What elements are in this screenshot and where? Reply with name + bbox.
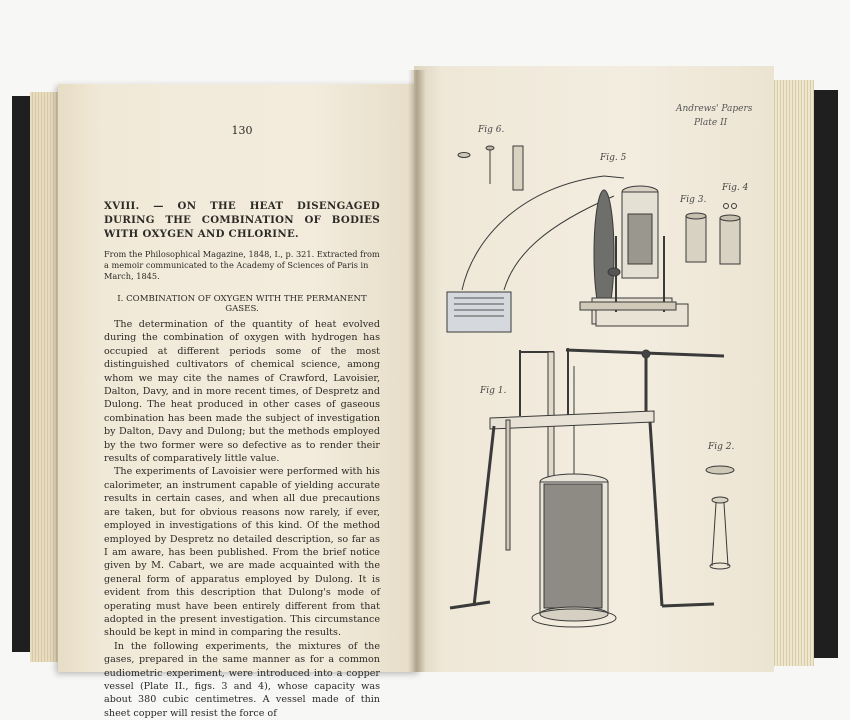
fig-3-4-drawing <box>686 204 740 265</box>
fig-5-label: Fig. 5 <box>600 153 627 163</box>
fig-4-label: Fig. 4 <box>722 183 749 193</box>
left-page-text <box>104 124 380 720</box>
page-edges-left <box>30 92 60 662</box>
plate-illustrations <box>414 66 774 672</box>
fig-1-label: Fig 1. <box>480 386 507 396</box>
fig-3-label: Fig 3. <box>680 195 707 205</box>
subheading: I. COMBINATION OF OXYGEN WITH THE PERMANENT GASES. <box>117 294 367 314</box>
fig-2-drawing <box>706 466 734 569</box>
fig-2-label: Fig 2. <box>708 442 735 452</box>
plate-header-number: Plate II <box>694 118 728 128</box>
section-title: XVIII. — ON THE HEAT DISENGAGED DURING THE COMBINATION OF BODIES WITH OXYGEN AND CHLORINE. <box>104 200 380 240</box>
fig-6-label: Fig 6. <box>478 125 505 135</box>
fig-6-drawing <box>458 146 523 190</box>
plate-header-title: Andrews' Papers <box>676 104 753 114</box>
paragraph-3: In the following experiments, the mixtures of the gases, prepared in the same manner as for a common eudiometric experiment, were introduced into a copper vessel (Plate II., figs. 3 and 4), whose capacity was about 380 cubic centimetres. A vessel made of thin sheet copper will resist the force of <box>104 640 380 719</box>
page-edges-right <box>772 80 814 666</box>
paragraph-1: The determination of the quantity of heat evolved during the combination of oxygen with hydrogen has occupied at different periods some of the most distinguished cultivators of chemical science, among whom we may cite the names of Crawford, Lavoisier, Dalton, Davy, and in more recent times, of Despretz and Dulong. The heat produced in other cases of gaseous combination has been made the subject of investigation by Dalton, Davy and Dulong; but the methods employed by the two former were so defective as to render their results of comparatively little value. <box>104 319 380 465</box>
fig-5-drawing <box>447 176 688 332</box>
paragraph-2: The experiments of Lavoisier were performed with his calorimeter, an instrument capable of yielding accurate results in certain cases, and when all due precautions are taken, but for obvious reasons now rarely, if ever, employed in investigations of this kind. Of the method employed by Despretz no detailed description, so far as I am aware, has been published. From the brief notice given by M. Cabart, we are made acquainted with the general form of apparatus employed by Dulong. It is evident from this description that Dulong's mode of operating must have been entirely different from that adopted in the present investigation. This circumstance should be kept in mind in comparing the results. <box>104 466 380 639</box>
source-note: From the Philosophical Magazine, 1848, I., p. 321. Extracted from a memoir communicated to the Academy of Sciences of Paris in March, 1845. <box>104 249 380 281</box>
page-number: 130 <box>231 124 253 137</box>
fig-1-drawing <box>450 348 724 627</box>
